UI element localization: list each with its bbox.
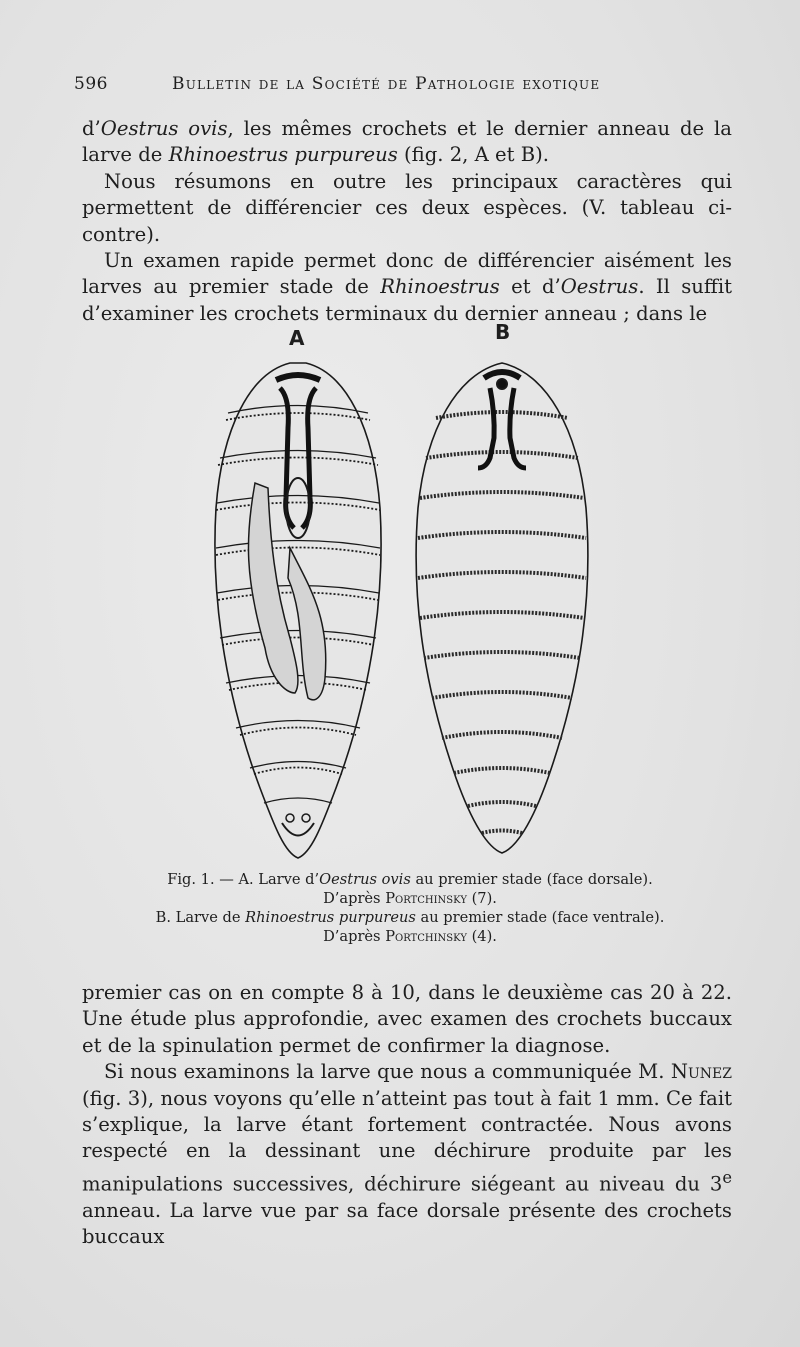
paragraph: Nous résumons en outre les principaux caractères qui permettent de différencier ces deux espèces. (V. tableau ci-contre). [82, 169, 732, 246]
species-name: Rhinoestrus purpureus [245, 909, 416, 926]
genus-name: Rhinoestrus [380, 275, 500, 299]
paragraph: Un examen rapide permet donc de différencier aisément les larves au premier stade de Rhinoestrus et d’Oestrus. Il suffit d’examiner les crochets terminaux du dernier anneau ; dans le [82, 249, 732, 325]
figure-caption [100, 870, 720, 946]
species-name: Rhinoestrus purpureus [168, 143, 398, 167]
figure-label-b: B [495, 320, 511, 344]
running-title: Bulletin de la Société de Pathologie exotique [172, 74, 601, 94]
author-name: Portchinsky [385, 890, 467, 907]
caption-line: D’après Portchinsky (4). [323, 928, 497, 945]
paragraph: Si nous examinons la larve que nous a communiquée M. Nunez (fig. 3), nous voyons qu’elle n’atteint pas tout à fait 1 mm. Ce fait s’explique, la larve étant fortement contractée. Nous avons respecté en la dessinant une déchirure produite par les manipulations successives, déchirure siégeant au niveau du 3e anneau. La larve vue par sa face dorsale présente des crochets buccaux [82, 1060, 732, 1249]
caption-line: D’après Portchinsky (7). [323, 890, 497, 907]
page-number: 596 [74, 74, 108, 94]
caption-line: B. Larve de Rhinoestrus purpureus au premier stade (face ventrale). [155, 909, 665, 926]
larva-a-oestrus-ovis [215, 363, 381, 858]
paragraph: premier cas on en compte 8 à 10, dans le deuxième cas 20 à 22. Une étude plus approfondie, avec examen des crochets buccaux et de la spinulation permet de confirmer la diagnose. [82, 981, 732, 1057]
running-header [74, 74, 724, 100]
species-name: Oestrus ovis [319, 871, 411, 888]
person-name: Nunez [670, 1060, 732, 1084]
genus-name: Oestrus [560, 275, 639, 299]
larvae-illustration [190, 318, 630, 868]
species-name: Oestrus ovis [100, 117, 228, 140]
figure-larvae [190, 318, 630, 868]
author-name: Portchinsky [385, 928, 467, 945]
figure-label-a: A [289, 326, 305, 350]
caption-line: Fig. 1. — A. Larve d’Oestrus ovis au premier stade (face dorsale). [167, 871, 653, 888]
paragraph: d’Oestrus ovis, les mêmes crochets et le dernier anneau de la larve de Rhinoestrus purpureus (fig. 2, A et B). [82, 117, 732, 167]
body-text-bottom [82, 980, 732, 1251]
larva-b-rhinoestrus-purpureus [416, 363, 588, 853]
body-text-top [82, 116, 732, 327]
